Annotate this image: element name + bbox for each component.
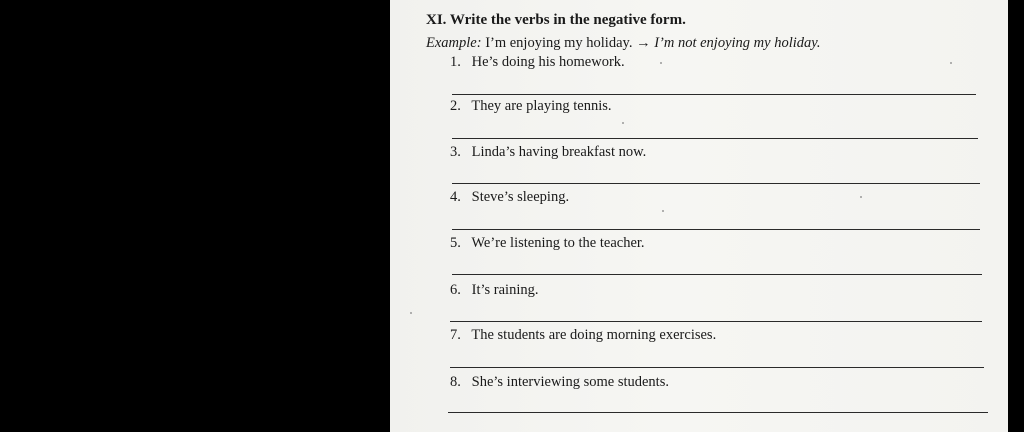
item-sentence: Linda’s having breakfast now. bbox=[471, 144, 647, 160]
item-number: 3. bbox=[450, 144, 461, 160]
answer-line-6[interactable] bbox=[450, 321, 982, 322]
item-sentence: He’s doing his homework. bbox=[471, 54, 625, 70]
exercise-item-2 bbox=[450, 98, 612, 115]
scan-speck bbox=[660, 62, 662, 64]
item-number: 2. bbox=[450, 98, 461, 114]
item-sentence: We’re listening to the teacher. bbox=[471, 235, 645, 251]
item-sentence: It’s raining. bbox=[471, 282, 539, 298]
scan-speck bbox=[860, 196, 862, 198]
black-margin-right bbox=[1008, 0, 1024, 432]
exercise-item-7 bbox=[450, 327, 716, 344]
item-number: 7. bbox=[450, 327, 461, 343]
answer-line-7[interactable] bbox=[450, 367, 984, 368]
answer-line-1[interactable] bbox=[452, 94, 976, 95]
scan-speck bbox=[410, 312, 412, 314]
answer-line-5[interactable] bbox=[452, 274, 982, 275]
item-number: 4. bbox=[450, 189, 461, 205]
item-number: 5. bbox=[450, 235, 461, 251]
answer-line-3[interactable] bbox=[452, 183, 980, 184]
scan-speck bbox=[950, 62, 952, 64]
answer-line-4[interactable] bbox=[452, 229, 980, 230]
exercise-item-3 bbox=[450, 144, 646, 161]
example-sentence: I’m enjoying my holiday. bbox=[485, 35, 633, 51]
example-label: Example: bbox=[426, 35, 482, 51]
item-number: 6. bbox=[450, 282, 461, 298]
item-sentence: They are playing tennis. bbox=[471, 98, 612, 114]
exercise-item-5 bbox=[450, 235, 645, 252]
exercise-item-6 bbox=[450, 282, 538, 299]
scan-speck bbox=[622, 122, 624, 124]
black-margin bbox=[0, 0, 390, 432]
item-sentence: Steve’s sleeping. bbox=[471, 189, 570, 205]
exercise-heading: XI. Write the verbs in the negative form. bbox=[426, 12, 686, 28]
item-sentence: The students are doing morning exercises. bbox=[471, 327, 717, 343]
answer-line-2[interactable] bbox=[452, 138, 978, 139]
exercise-item-8 bbox=[450, 374, 669, 391]
exercise-item-1 bbox=[450, 54, 625, 71]
example-answer: I’m not enjoying my holiday. bbox=[654, 35, 821, 51]
item-sentence: She’s interviewing some students. bbox=[471, 374, 669, 390]
arrow-icon: → bbox=[636, 35, 651, 51]
exercise-item-4 bbox=[450, 189, 569, 206]
scan-speck bbox=[662, 210, 664, 212]
worksheet-page bbox=[390, 0, 1008, 432]
example-line bbox=[426, 35, 821, 52]
item-number: 8. bbox=[450, 374, 461, 390]
item-number: 1. bbox=[450, 54, 461, 70]
answer-line-8[interactable] bbox=[448, 412, 988, 413]
